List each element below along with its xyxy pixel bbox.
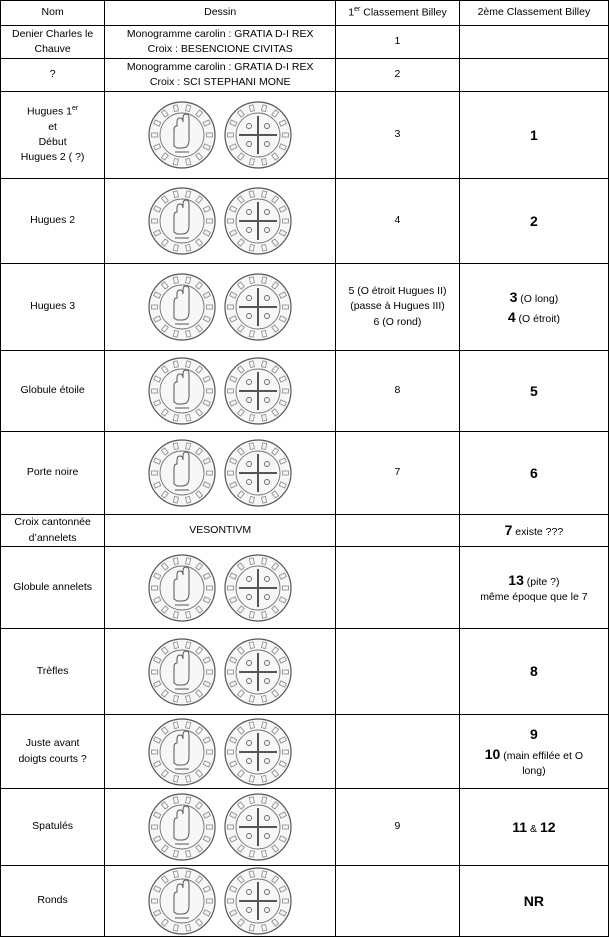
coin-pair: [107, 717, 333, 787]
cell-second-classement: [459, 264, 608, 351]
dessin-line: Croix : BESENCIONE CIVITAS: [147, 43, 293, 55]
coin-reverse-image: [223, 356, 293, 426]
cell-dessin: [105, 515, 336, 547]
coin-pair: [107, 866, 333, 936]
second-number: 7: [504, 522, 513, 539]
second-line: [462, 125, 606, 145]
second-note: existe ???: [512, 526, 564, 539]
nom-line: Juste avant: [25, 737, 80, 750]
second-line: [462, 570, 606, 590]
cell-second-classement: [459, 789, 608, 866]
cell-dessin: [105, 432, 336, 515]
second-number: 11: [512, 818, 528, 835]
second-line: [462, 287, 606, 307]
table-row: [1, 715, 609, 789]
table-row: [1, 26, 609, 59]
second-note: (pite ?): [523, 575, 560, 588]
second-number: 12: [539, 818, 556, 835]
nom-line: Hugues 2: [30, 214, 76, 227]
second-line: [462, 661, 606, 681]
cell-dessin: [105, 866, 336, 937]
first-line: 1: [394, 35, 401, 48]
cell-dessin: [105, 351, 336, 432]
second-note: long): [522, 765, 546, 778]
coin-obverse-image: [147, 866, 217, 936]
second-number: 9: [530, 725, 538, 742]
cell-nom: [1, 715, 105, 789]
second-number: 8: [530, 663, 538, 680]
cell-second-classement: [459, 547, 608, 629]
table-row: [1, 351, 609, 432]
nom-line: [3, 104, 102, 120]
cell-nom: [1, 179, 105, 264]
table-row: [1, 789, 609, 866]
table-row: [1, 179, 609, 264]
nom-line: Globule étoile: [20, 384, 85, 397]
first-line: 5 (O étroit Hugues II): [348, 285, 447, 298]
first-line: 6 (O rond): [373, 315, 422, 328]
cell-second-classement: [459, 92, 608, 179]
cell-nom: [1, 432, 105, 515]
second-number: 6: [530, 464, 538, 481]
cell-dessin: [105, 789, 336, 866]
second-note: (main effilée et O: [500, 749, 584, 762]
second-line: [462, 381, 606, 401]
table-row: [1, 866, 609, 937]
second-number: 1: [530, 126, 538, 143]
nom-sup: er: [71, 105, 79, 113]
second-line: [462, 764, 606, 779]
nom-line: Globule annelets: [13, 580, 93, 593]
nom-line: Début: [38, 136, 67, 149]
cell-nom: [1, 866, 105, 937]
coin-reverse-image: [223, 100, 293, 170]
table-row: [1, 92, 609, 179]
coin-obverse-image: [147, 792, 217, 862]
cell-first-classement: [336, 629, 460, 715]
nom-line: d’annelets: [28, 531, 77, 544]
nom-line: et: [48, 121, 57, 134]
table-row: [1, 59, 609, 92]
header-nom: Nom: [1, 1, 105, 26]
cell-first-classement: [336, 866, 460, 937]
coin-reverse-image: [223, 637, 293, 707]
first-line: 4: [394, 214, 401, 227]
cell-nom: [1, 264, 105, 351]
cell-nom: [1, 351, 105, 432]
coin-pair: [107, 438, 333, 508]
cell-first-classement: [336, 432, 460, 515]
cell-second-classement: [459, 866, 608, 937]
second-line: [462, 724, 606, 744]
cell-nom: [1, 515, 105, 547]
cell-nom: [1, 92, 105, 179]
coin-pair: [107, 100, 333, 170]
cell-dessin: [105, 26, 336, 59]
header-first-sup: er: [354, 6, 361, 14]
second-number: 10: [484, 745, 501, 762]
dessin-line: VESONTIVM: [189, 523, 252, 536]
table-row: [1, 547, 609, 629]
coin-obverse-image: [147, 356, 217, 426]
coin-reverse-image: [223, 438, 293, 508]
coin-obverse-image: [147, 717, 217, 787]
header-row: [1, 1, 609, 26]
header-first-rest: Classement Billey: [360, 6, 447, 19]
cell-first-classement: [336, 92, 460, 179]
second-number: 5: [530, 382, 538, 399]
coin-reverse-image: [223, 272, 293, 342]
nom-line: Porte noire: [26, 466, 79, 479]
cell-dessin: [105, 92, 336, 179]
second-line: [462, 891, 606, 911]
nom-line: Trèfles: [36, 664, 69, 677]
coin-reverse-image: [223, 866, 293, 936]
second-line: [462, 307, 606, 327]
second-note: même époque que le 7: [480, 591, 588, 604]
cell-second-classement: [459, 432, 608, 515]
cell-nom: [1, 547, 105, 629]
second-line: [462, 744, 606, 764]
table-row: [1, 432, 609, 515]
cell-dessin: [105, 179, 336, 264]
coin-obverse-image: [147, 186, 217, 256]
second-line: [462, 463, 606, 483]
coin-reverse-image: [223, 553, 293, 623]
cell-second-classement: [459, 629, 608, 715]
cell-dessin: [105, 629, 336, 715]
first-line: 2: [394, 68, 401, 81]
second-line: [462, 211, 606, 231]
header-dessin: Dessin: [105, 1, 336, 26]
cell-second-classement: [459, 26, 608, 59]
second-note: (O long): [517, 292, 559, 305]
cell-dessin: [105, 715, 336, 789]
cell-first-classement: [336, 547, 460, 629]
nom-line: doigts courts ?: [18, 752, 87, 765]
cell-second-classement: [459, 351, 608, 432]
nom-line: Spatulés: [32, 820, 74, 833]
cell-dessin: [105, 59, 336, 92]
coin-pair: [107, 356, 333, 426]
cell-nom: [1, 629, 105, 715]
second-number: 2: [530, 212, 538, 229]
coin-reverse-image: [223, 186, 293, 256]
cell-second-classement: [459, 179, 608, 264]
nom-line: Croix cantonnée: [14, 516, 91, 529]
first-line: 8: [394, 384, 401, 397]
coin-obverse-image: [147, 438, 217, 508]
coin-pair: [107, 637, 333, 707]
cell-first-classement: [336, 789, 460, 866]
nom-line: Hugues 3: [30, 300, 76, 313]
nom-line: Denier Charles le Chauve: [12, 27, 94, 55]
nom-text: Hugues 1: [27, 105, 72, 118]
cell-nom: [1, 59, 105, 92]
dessin-line: Monogramme carolin : GRATIA D-I REX: [126, 60, 314, 73]
second-number: 13: [508, 571, 524, 588]
cell-second-classement: [459, 59, 608, 92]
coin-obverse-image: [147, 100, 217, 170]
header-second-classement: 2ème Classement Billey: [459, 1, 608, 26]
first-line: (passe à Hugues III): [350, 300, 445, 313]
cell-nom: [1, 26, 105, 59]
cell-first-classement: [336, 264, 460, 351]
second-line: [462, 590, 606, 605]
second-number: NR: [523, 892, 545, 909]
first-line: 9: [394, 820, 401, 833]
cell-first-classement: [336, 59, 460, 92]
coin-obverse-image: [147, 553, 217, 623]
coin-pair: [107, 186, 333, 256]
nom-line: Hugues 2 ( ?): [20, 151, 85, 164]
coin-pair: [107, 272, 333, 342]
table-row: [1, 515, 609, 547]
second-line: [462, 520, 606, 540]
second-note: &: [527, 822, 540, 835]
coin-reverse-image: [223, 792, 293, 862]
table-row: [1, 264, 609, 351]
cell-first-classement: [336, 715, 460, 789]
dessin-line: Croix : SCI STEPHANI MONE: [149, 76, 291, 88]
nom-line: ?: [49, 68, 56, 81]
first-line: 3: [394, 128, 401, 141]
second-note: (O étroit): [515, 313, 560, 325]
dessin-line: Monogramme carolin : GRATIA D-I REX: [126, 27, 314, 40]
cell-first-classement: [336, 26, 460, 59]
coin-reverse-image: [223, 717, 293, 787]
table-row: [1, 629, 609, 715]
second-line: [462, 817, 606, 837]
cell-second-classement: [459, 715, 608, 789]
cell-first-classement: [336, 179, 460, 264]
second-number: 4: [507, 309, 516, 325]
cell-nom: [1, 789, 105, 866]
first-line: 7: [394, 466, 401, 479]
cell-first-classement: [336, 515, 460, 547]
cell-second-classement: [459, 515, 608, 547]
second-number: 3: [509, 288, 518, 305]
coin-pair: [107, 792, 333, 862]
header-first-prefix: 1: [348, 6, 355, 19]
cell-dessin: [105, 264, 336, 351]
cell-dessin: [105, 547, 336, 629]
coin-obverse-image: [147, 637, 217, 707]
coin-pair: [107, 553, 333, 623]
coin-obverse-image: [147, 272, 217, 342]
nom-line: Ronds: [37, 894, 68, 907]
cell-first-classement: [336, 351, 460, 432]
header-first-classement: [336, 1, 460, 26]
